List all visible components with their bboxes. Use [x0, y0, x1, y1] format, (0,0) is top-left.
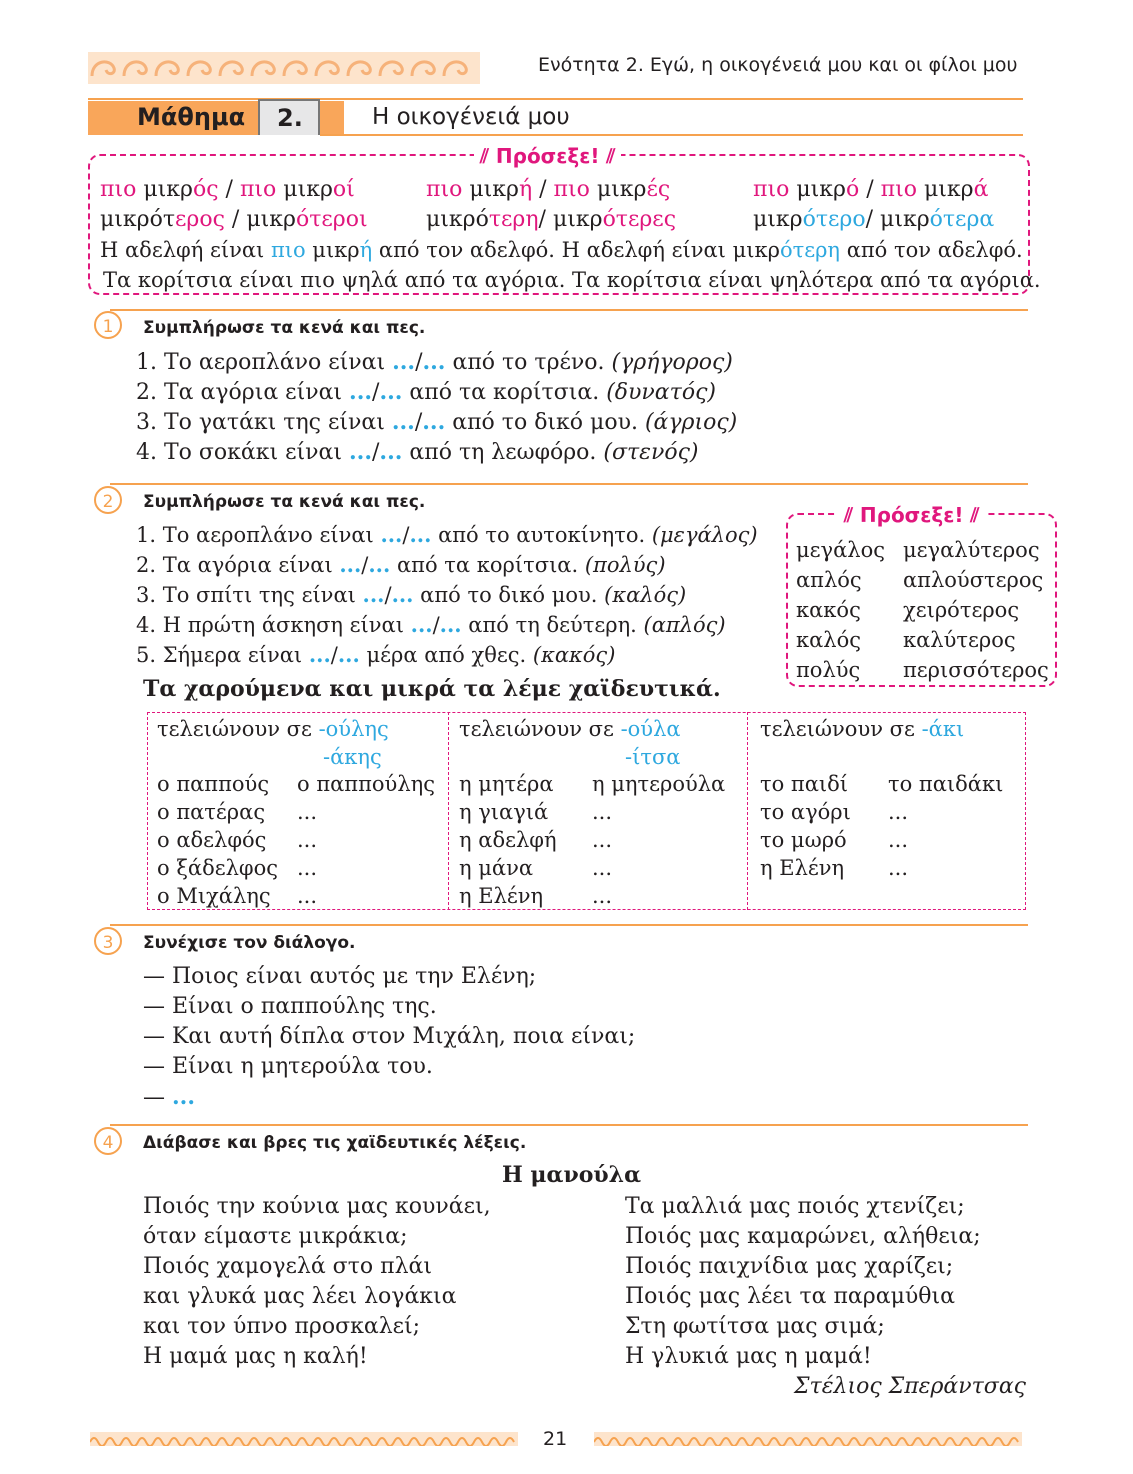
- poem-author: Στέλιος Σπεράντσας: [793, 1374, 1026, 1399]
- page-number: 21: [543, 1428, 568, 1450]
- word-pair: καλύτερος: [903, 628, 1016, 652]
- decorative-wave-border: [88, 52, 480, 84]
- poem-line: Η μαμά μας η καλή!: [143, 1344, 368, 1369]
- exercise-line: 4. Η πρώτη άσκηση είναι .../... από τη δεύτερη. (απλός): [136, 612, 726, 637]
- column-divider: [747, 712, 748, 910]
- decorative-wave-border: [90, 1432, 518, 1446]
- poem-line: Τα μαλλιά μας ποιός χτενίζει;: [625, 1194, 965, 1219]
- exercise-line: 5. Σήμερα είναι .../... μέρα από χθες. (κακός): [136, 642, 616, 667]
- word-pair: καλός: [796, 628, 862, 652]
- exercise-line: 1. Το αεροπλάνο είναι .../... από το αυτοκίνητο. (μεγάλος): [136, 522, 758, 547]
- poem-line: και τον ύπνο προσκαλεί;: [143, 1314, 421, 1339]
- poem-title: Η μανούλα: [501, 1162, 642, 1188]
- comparison-row: μικρότερος / μικρότεροι: [100, 207, 368, 232]
- chapter-title: Ενότητα 2. Εγώ, η οικογένειά μου και οι φίλοι μου: [538, 54, 1018, 76]
- exercise-line: 3. Το σπίτι της είναι .../... από το δικό μου. (καλός): [136, 582, 687, 607]
- table-cell-col: η μητερούλα ... ... ... ...: [592, 772, 726, 908]
- comparison-row: πιο μικρή / πιο μικρές: [426, 177, 671, 202]
- poem-line: Ποιός την κούνια μας κουνάει,: [143, 1194, 491, 1219]
- dialogue-line: — ...: [143, 1084, 195, 1110]
- exercise-line: 2. Τα αγόρια είναι .../... από τα κορίτσια. (δυνατός): [136, 379, 716, 405]
- lesson-accent: [320, 101, 344, 135]
- table-cell-col: ο παππούλης ... ... ... ...: [297, 772, 435, 908]
- comparison-row: πιο μικρό / πιο μικρά: [753, 177, 989, 202]
- slash-icon: ⫽: [599, 144, 616, 168]
- exercise-number-badge: 2: [94, 486, 122, 514]
- word-pair: χειρότερος: [903, 598, 1020, 622]
- word-pair: πολύς: [796, 658, 861, 682]
- lesson-number: 2.: [277, 104, 303, 132]
- example-sentence: Τα κορίτσια είναι πιο ψηλά από τα αγόρια. Τα κορίτσια είναι ψηλότερα από τα αγόρια.: [103, 268, 1041, 292]
- column-header-suffix: -άκης: [323, 745, 382, 769]
- note-label: ⫽ Πρόσεξε! ⫽: [838, 503, 985, 527]
- table-cell-col: η μητέρα η γιαγιά η αδελφή η μάνα η Ελένη: [459, 772, 557, 908]
- column-header: τελειώνουν σε -άκι: [760, 717, 965, 741]
- exercise-title: Συμπλήρωσε τα κενά και πες.: [143, 318, 426, 338]
- section-heading: Τα χαρούμενα και μικρά τα λέμε χαϊδευτικά.: [143, 676, 721, 702]
- divider: [110, 309, 1028, 311]
- note-label: ⫽ Πρόσεξε! ⫽: [474, 144, 621, 168]
- poem-line: Η γλυκιά μας η μαμά!: [625, 1344, 872, 1369]
- column-header: τελειώνουν σε -ούλα: [459, 717, 681, 741]
- word-pair: μεγαλύτερος: [903, 538, 1040, 562]
- exercise-number-badge: 1: [94, 311, 122, 339]
- comparison-row: μικρότερο/ μικρότερα: [753, 207, 995, 232]
- exercise-title: Συνέχισε τον διάλογο.: [143, 933, 356, 953]
- divider: [320, 134, 1023, 136]
- word-pair: μεγάλος: [796, 538, 885, 562]
- lesson-title: Η οικογένειά μου: [372, 104, 570, 130]
- dialogue-line: — Ποιος είναι αυτός με την Ελένη;: [143, 964, 537, 989]
- table-cell-col: το παιδάκι ... ... ...: [888, 772, 1004, 880]
- dialogue: [143, 962, 635, 1113]
- exercise-line: 1. Το αεροπλάνο είναι .../... από το τρένο. (γρήγορος): [136, 349, 733, 375]
- exercise-line: 2. Τα αγόρια είναι .../... από τα κορίτσια. (πολύς): [136, 552, 666, 577]
- poem-stanza: [625, 1192, 981, 1372]
- poem-line: Στη φωτίτσα μας σιμά;: [625, 1314, 885, 1339]
- poem-line: και γλυκά μας λέει λογάκια: [143, 1284, 457, 1309]
- table-cell-col: ο παππούς ο πατέρας ο αδελφός ο ξάδελφος ο Μιχάλης: [157, 772, 279, 908]
- poem-line: Ποιός μας καμαρώνει, αλήθεια;: [625, 1224, 981, 1249]
- word-pair: απλούστερος: [903, 568, 1044, 592]
- exercise-number-badge: 3: [94, 927, 122, 955]
- comparison-row: μικρότερη/ μικρότερες: [426, 207, 677, 232]
- divider: [110, 924, 1028, 926]
- word-pair: κακός: [796, 598, 861, 622]
- column-divider: [448, 712, 449, 910]
- column-header: τελειώνουν σε -ούλης: [157, 717, 389, 741]
- exercise-title: Συμπλήρωσε τα κενά και πες.: [143, 492, 426, 512]
- poem-stanza: [143, 1192, 491, 1372]
- exercise-number-badge: 4: [94, 1127, 122, 1155]
- column-header-suffix: -ίτσα: [625, 745, 681, 769]
- slash-icon: ⫽: [844, 503, 860, 527]
- exercise-line: 3. Το γατάκι της είναι .../... από το δικό μου. (άγριος): [136, 409, 738, 435]
- dialogue-line: — Είναι ο παππούλης της.: [143, 994, 437, 1019]
- exercise-title: Διάβασε και βρες τις χαϊδευτικές λέξεις.: [143, 1133, 527, 1153]
- poem-line: όταν είμαστε μικράκια;: [143, 1224, 408, 1249]
- exercise-line: 4. Το σοκάκι είναι .../... από τη λεωφόρο. (στενός): [136, 439, 699, 465]
- decorative-wave-border: [594, 1432, 1022, 1446]
- word-pair: απλός: [796, 568, 862, 592]
- comparison-row: πιο μικρός / πιο μικροί: [100, 177, 355, 202]
- poem-line: Ποιός μας λέει τα παραμύθια: [625, 1284, 955, 1309]
- poem-line: Ποιός χαμογελά στο πλάι: [143, 1254, 432, 1279]
- word-pair: περισσότερος: [903, 658, 1049, 682]
- table-cell-col: το παιδί το αγόρι το μωρό η Ελένη: [760, 772, 851, 880]
- slash-icon: ⫽: [963, 503, 980, 527]
- lesson-label: Μάθημα: [137, 103, 246, 131]
- divider: [110, 1124, 1028, 1126]
- dialogue-line: — Είναι η μητερούλα του.: [143, 1054, 433, 1079]
- dialogue-line: — Και αυτή δίπλα στον Μιχάλη, ποια είναι;: [143, 1024, 636, 1049]
- example-sentence: Η αδελφή είναι πιο μικρή από τον αδελφό. Η αδελφή είναι μικρότερη από τον αδελφό.: [100, 238, 1023, 262]
- divider: [88, 98, 1023, 100]
- divider: [110, 483, 1028, 485]
- poem-line: Ποιός παιχνίδια μας χαρίζει;: [625, 1254, 954, 1279]
- slash-icon: ⫽: [480, 144, 496, 168]
